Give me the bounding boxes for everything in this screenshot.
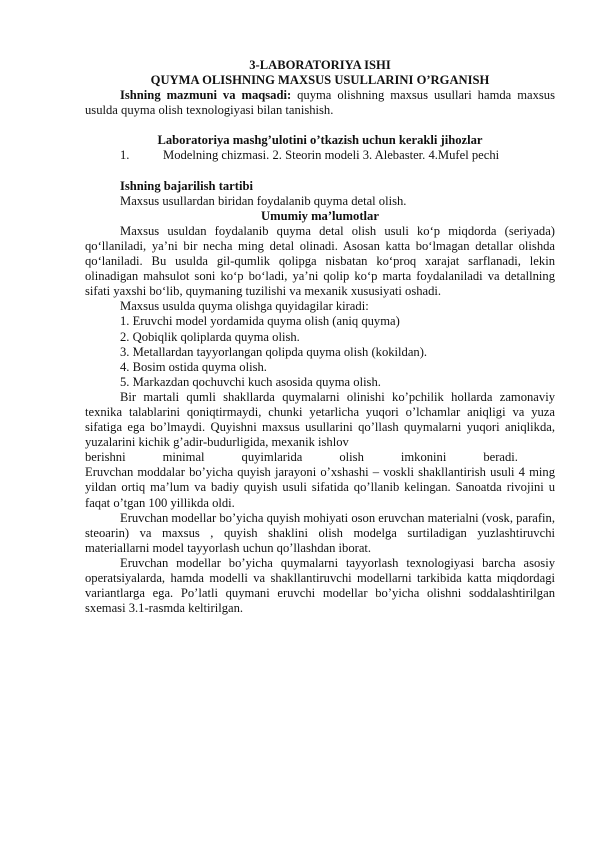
list-item: 2. Qobiqlik qoliplarda quyma olish.: [120, 329, 300, 344]
document-title: 3-LABORATORIYA ISHI: [249, 58, 391, 72]
procedure-text: Maxsus usullardan biridan foydalanib quyma detal olish.: [120, 193, 407, 208]
equipment-list: [85, 148, 555, 163]
list-intro: Maxsus usulda quyma olishga quyidagilar kiradi:: [120, 299, 369, 314]
paragraph-2-last-line: [85, 450, 555, 465]
word: beradi.: [483, 450, 518, 465]
paragraph-2: Bir martali qumli shakllarda quymalarni olinishi ko’pchilik hollarda zamonaviy texnika talablarini qoniqtirmaydi, chunki yetarlicha yuqori o’lchamlar aniqligi va yuza sifatiga ega bo’lmaydi. Quyishni maxsus usullarini qo’llash quymalarni yuqori aniqlikda, yuzalarini kichik g’adir-budurligida, mexanik ishlov: [85, 389, 555, 450]
word: minimal: [162, 450, 205, 465]
word: quyimlarida: [241, 450, 303, 465]
list-item: 5. Markazdan qochuvchi kuch asosida quyma olish.: [120, 374, 381, 389]
list-item: 1. Eruvchi model yordamida quyma olish (aniq quyma): [120, 314, 400, 329]
word: imkonini: [400, 450, 447, 465]
spacer: [85, 164, 555, 179]
paragraph-1: Maxsus usuldan foydalanib quyma detal olish usuli ko‘p miqdorda (seriyada) qo‘llaniladi, ya’ni bir necha ming detal olinadi. Asosan katta bo‘lmagan detallar olishda qo‘laniladi. Bu usulda gil-qumlik qolipga nisbatan ko‘proq xarajat sarflanadi, lekin olinadigan mahsulot soni ko‘p bo‘ladi, ya’ni qolip ko‘p marta foydalaniladi va detallning sifati yaxshi bo‘lib, quymaning tuzilishi va mexanik xususiyati oshadi.: [85, 223, 555, 299]
equipment-text: Modelning chizmasi. 2. Steorin modeli 3. Alebaster. 4.Mufel pechi: [163, 148, 500, 163]
list-item: 4. Bosim ostida quyma olish.: [120, 359, 267, 374]
general-heading: Umumiy ma’lumotlar: [261, 208, 379, 223]
procedure-heading: Ishning bajarilish tartibi: [120, 178, 253, 193]
equipment-heading: Laboratoriya mashg’ulotini o’tkazish uchun kerakli jihozlar: [157, 133, 483, 148]
methods-list: [85, 314, 555, 389]
document-page: [85, 58, 555, 616]
word: berishni: [85, 450, 126, 465]
purpose-text: quyma olishning maxsus usullari hamda maxsus usulda quyma olish texnologiyasi bilan tanishish.: [85, 88, 555, 118]
word: olish: [339, 450, 364, 465]
purpose-paragraph: [85, 88, 555, 118]
purpose-label: Ishning mazmuni va maqsadi:: [120, 88, 292, 103]
list-item: 3. Metallardan tayyorlangan qolipda quyma olish (kokildan).: [120, 344, 428, 359]
paragraph-4: Eruvchan modellar bo’yicha quyish mohiyati oson eruvchan materialni (vosk, parafin, steoarin) va maxsus , quyish shaklini olish modelga surtiladigan yuzlashtiruvchi materiallarni model tayyorlash uchun qo’llashdan iborat.: [85, 510, 555, 555]
equipment-number: 1.: [120, 148, 130, 163]
document-subtitle: QUYMA OLISHNING MAXSUS USULLARINI O’RGANISH: [150, 73, 490, 88]
paragraph-5: Eruvchan modellar bo’yicha quymalarni tayyorlash texnologiyasi barcha asosiy operatsiyalarda, hamda modelli va shakllantiruvchi modellarni tarkibida katta miqdordagi variantlarga ega. Po’latli quymani eruvchi modellar bo’yicha olishni soddalashtirilgan sxemasi 3.1-rasmda keltirilgan.: [85, 555, 555, 616]
spacer: [85, 118, 555, 133]
paragraph-3: Eruvchan moddalar bo’yicha quyish jarayoni o’xshashi – voskli shakllantirish usuli 4 ming yildan ortiq ma’lum va badiy quyish usuli sifatida qo’llanib kelingan. Sanoatda rivojini u faqat o’tgan 100 yillikda oldi.: [85, 465, 555, 510]
